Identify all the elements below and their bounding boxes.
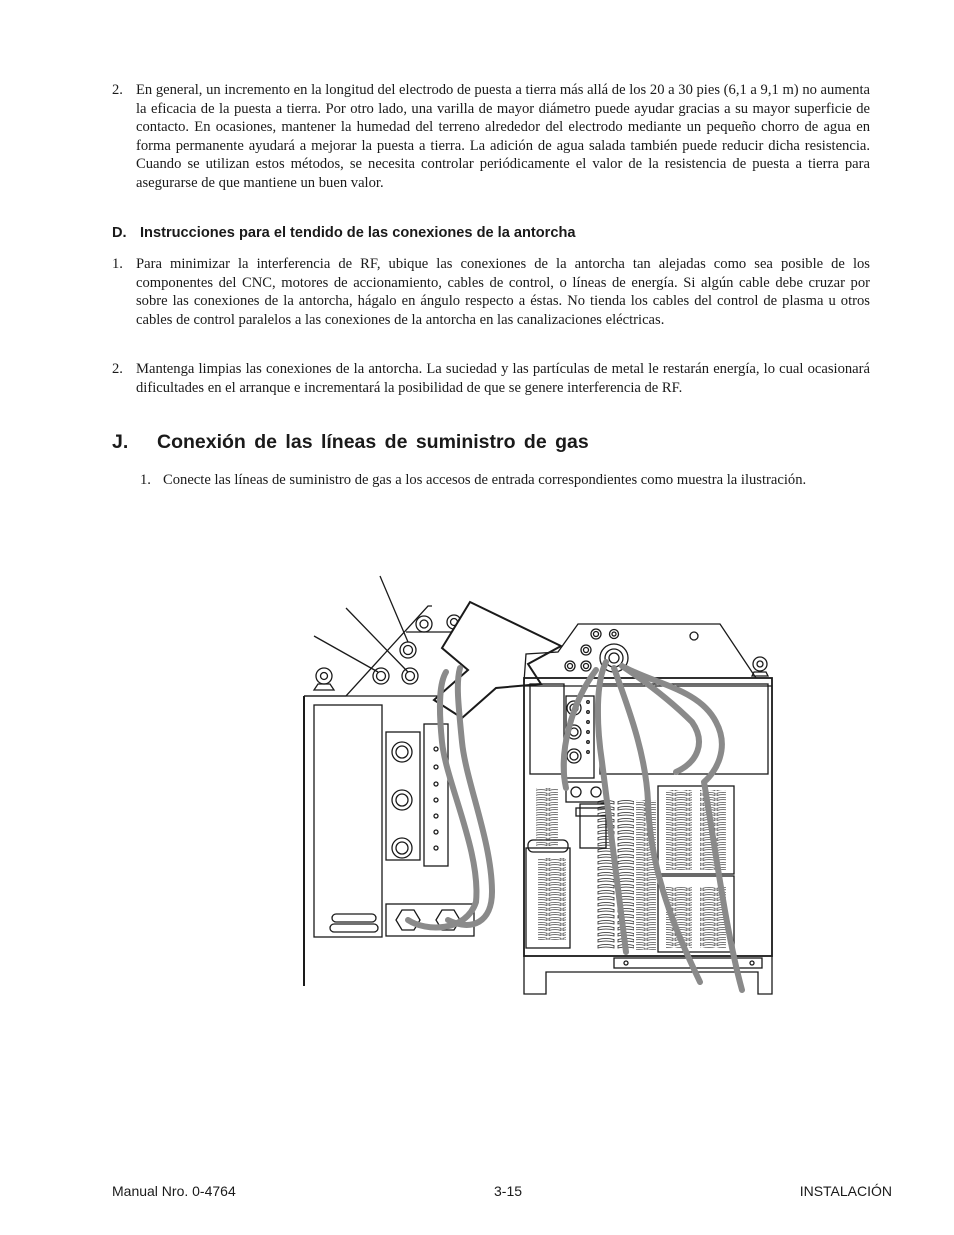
arrow-outline xyxy=(434,602,561,718)
item-text: Conecte las líneas de suministro de gas a los accesos de entrada correspondientes como muestra la ilustración. xyxy=(163,472,807,488)
item-text: Para minimizar la interferencia de RF, ubique las conexiones de la antorcha tan alejadas como sea posible de los componentes del CNC, motores de accionamiento, cables de control, o líneas de energía. Si algún cable debe cruzar por sobre las conexiones de la antorcha, hágalo en ángulo respecto a éstas. No tienda los cables del control de plasma u otros cables de control paralelos a las conexiones de la antorcha en las canalizaciones eléctricas. xyxy=(136,256,870,328)
section-letter: J. xyxy=(112,431,129,453)
item-number: 2. xyxy=(112,361,123,377)
subsection-letter: D. xyxy=(112,225,127,241)
footer-manual-number: Manual Nro. 0-4764 xyxy=(112,1183,236,1199)
item-number: 1. xyxy=(140,472,151,488)
item-number: 1. xyxy=(112,256,123,272)
footer-section-name: INSTALACIÓN xyxy=(799,1183,892,1199)
gas-connection-illustration xyxy=(296,572,780,1000)
footer-page-number: 3-15 xyxy=(494,1183,523,1199)
eye-bolt-right xyxy=(753,657,767,671)
item-number: 2. xyxy=(112,82,123,98)
item-text: Mantenga limpias las conexiones de la antorcha. La suciedad y las partículas de metal le restarán energía, lo cual ocasionará dificultades en el arranque e incrementará la posibilidad de que se genere interferencia de RF. xyxy=(136,361,870,396)
eye-bolt-left xyxy=(316,668,332,684)
section-title: Conexión de las líneas de suministro de gas xyxy=(157,431,589,453)
subsection-title: Instrucciones para el tendido de las conexiones de la antorcha xyxy=(140,225,576,241)
item-text: En general, un incremento en la longitud del electrodo de puesta a tierra más allá de los 20 a 30 pies (6,1 a 9,1 m) no aumenta la eficacia de la puesta a tierra. Por otro lado, una varilla de mayor diámetro puede ayudar gracias a su mayor superficie de contacto. En ocasiones, mantener la humedad del terreno alrededor del electrodo mediante un pequeño chorro de agua en forma permanente ayudará a mejorar la puesta a tierra. La adición de agua salada también puede reducir dicha resistencia. Cuando se utilizan estos métodos, se necesita controlar periódicamente el valor de la resistencia de puesta a tierra para asegurarse de que mantiene un buen valor. xyxy=(136,82,870,191)
